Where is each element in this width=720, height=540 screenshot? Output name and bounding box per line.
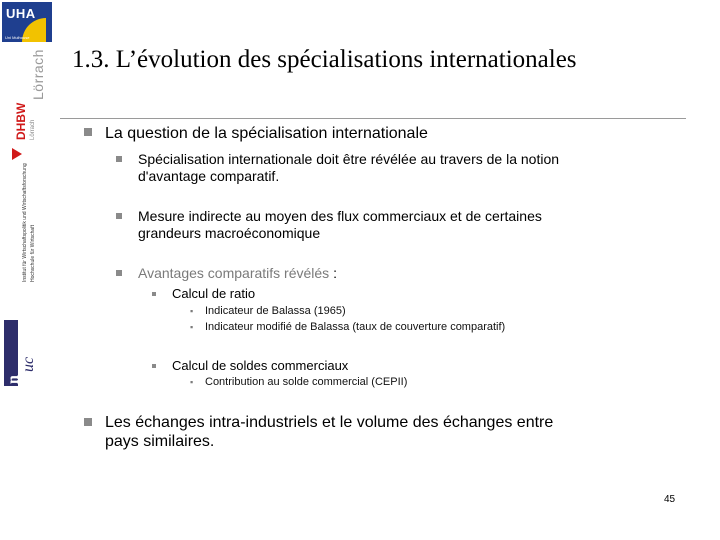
heading-specialisation: La question de la spécialisation internationale [105, 125, 428, 142]
nuc-logo [4, 320, 37, 386]
uha-logo-subtext: Uni Mulhouse [5, 35, 30, 40]
heading-echanges-line1: Les échanges intra-industriels et le volume des échanges entre [105, 414, 554, 431]
point-text: Spécialisation internationale doit être révélée au travers de la notion [138, 151, 560, 167]
sub-sub-point-text: Contribution au solde commercial (CEPII) [205, 376, 408, 388]
bullet-square-icon [84, 418, 92, 426]
uha-logo [2, 2, 46, 42]
uha-side-bar [46, 2, 52, 42]
institute-text-line1: Institut für Wirtschaftspolitik und Wirtschaftsforschung [22, 163, 28, 282]
title-rule [60, 118, 686, 119]
heading-echanges-line2: pays similaires. [105, 433, 215, 450]
arrow-bullet-icon: ▪ [190, 306, 194, 316]
dhbw-logo-text: DHBW [14, 102, 28, 140]
point-text: grandeurs macroéconomique [138, 225, 321, 241]
dhbw-logo-subtext: Lörrach [30, 119, 36, 140]
nuc-logo-n: n [5, 375, 22, 384]
arrow-bullet-icon: ▪ [190, 322, 194, 332]
sub-sub-point-text: Indicateur modifié de Balassa (taux de couverture comparatif) [205, 321, 506, 333]
bullet-square-icon [116, 156, 122, 162]
bullet-square-icon [116, 270, 122, 276]
slide-title: 1.3. L’évolution des spécialisations internationales [72, 46, 577, 73]
sub-point-text: Calcul de ratio [172, 286, 256, 301]
point-text: Mesure indirecte au moyen des flux commerciaux et de certaines [138, 208, 542, 224]
bullet-square-icon [152, 364, 156, 368]
bullet-square-icon [152, 292, 156, 296]
dhbw-mark-icon [12, 148, 22, 160]
page-number: 45 [664, 494, 676, 505]
nuc-logo-uc: uc [20, 356, 37, 372]
point-label-avantages: Avantages comparatifs révélés [138, 265, 330, 281]
sub-sub-point-text: Indicateur de Balassa (1965) [205, 305, 346, 317]
arrow-bullet-icon: ▪ [190, 377, 194, 387]
point-text [138, 265, 337, 282]
bullet-square-icon [116, 213, 122, 219]
point-text: d'avantage comparatif. [138, 168, 280, 184]
logo-strip [0, 0, 58, 540]
lorrach-text: Lörrach [30, 49, 46, 100]
institute-text-line2: Hochschule für Wirtschaft [30, 225, 36, 282]
uha-logo-text: UHA [6, 6, 36, 21]
bullet-square-icon [84, 128, 92, 136]
point-label-suffix: : [329, 265, 337, 281]
sub-point-text: Calcul de soldes commerciaux [172, 358, 349, 373]
